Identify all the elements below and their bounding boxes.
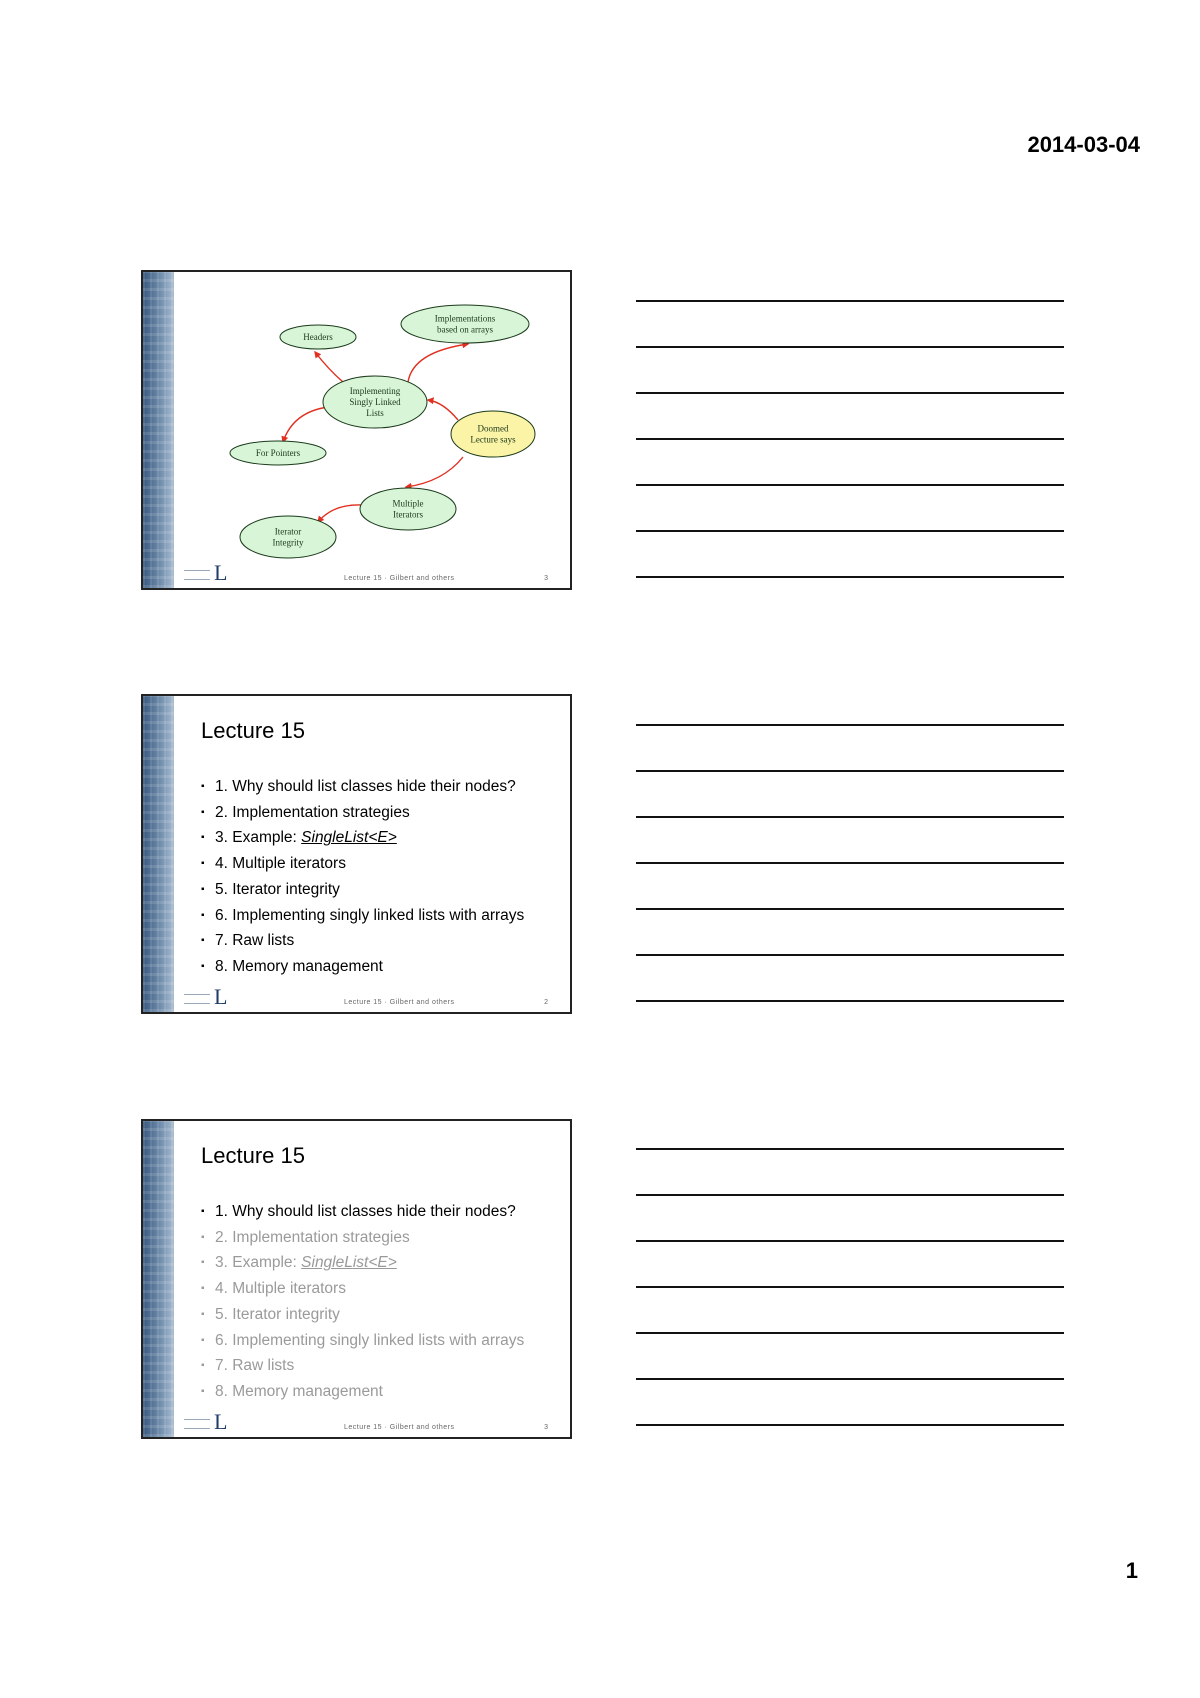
diagram-node-integrity [240,516,336,558]
note-line [636,484,1064,486]
diagram-node-label: Multiple [392,498,424,509]
page-date: 2014-03-04 [1027,132,1140,157]
diagram-nodes [230,305,535,558]
bullet-item-dimmed: ▪ 3. Example: SingleList<E> [201,1254,397,1272]
note-line [636,576,1064,578]
slide-1-thumbnail [141,270,572,590]
note-line [636,1332,1064,1334]
note-line [636,1378,1064,1380]
slide-number: 3 [544,1424,548,1431]
diagram-node-label: Singly Linked [349,397,401,407]
slide-footer-text: Lecture 15 · Gilbert and others [344,999,455,1006]
bullet-item: ▪ 4. Multiple iterators [201,855,346,873]
notes-lines-3 [636,1148,1064,1470]
notes-lines-2 [636,724,1064,1046]
diagram-node-label: For Pointers [255,448,301,458]
note-line [636,1194,1064,1196]
slide-footer [174,562,570,588]
slide-title: Lecture 15 [201,1143,305,1168]
diagram-node-headers [280,325,356,349]
university-logo-lines [184,994,210,1004]
bullet-item-dimmed: ▪ 6. Implementing singly linked lists with arrays [201,1331,525,1349]
bullet-item-active: ▪ 1. Why should list classes hide their nodes? [201,1203,516,1220]
bullet-item-dimmed: ▪ 5. Iterator integrity [201,1305,340,1323]
slide-side-band [143,696,174,1012]
note-line [636,1424,1064,1426]
diagram-node-label: Iterator [274,526,302,537]
note-line [636,438,1064,440]
concept-diagram [143,272,572,590]
university-logo-lines [184,570,210,580]
arrow-doomed-to-center [428,400,458,420]
diagram-node-label: Lists [366,408,384,418]
bullet-item: ▪ 5. Iterator integrity [201,880,340,898]
diagram-node-label: Integrity [272,537,304,548]
diagram-node-label: Implementing [349,386,401,396]
diagram-node-center [323,376,427,428]
bullet-list [201,774,524,980]
bullet-list [201,1199,524,1405]
note-line [636,862,1064,864]
arrow-multiple-to-integrity [318,505,361,522]
note-line [636,724,1064,726]
slide-title: Lecture 15 [201,718,305,743]
bullet-item-dimmed: ▪ 4. Multiple iterators [201,1280,346,1298]
bullet-item: ▪ 8. Memory management [201,957,383,975]
arrow-doomed-to-multiple [406,457,463,487]
bullet-item: ▪ 2. Implementation strategies [201,803,410,821]
bullet-item-dimmed: ▪ 7. Raw lists [201,1357,295,1375]
note-line [636,530,1064,532]
bullet-item: ▪ 1. Why should list classes hide their nodes? [201,778,516,795]
notes-lines-1 [636,300,1064,622]
note-line [636,1240,1064,1242]
bullet-item-dimmed: ▪ 2. Implementation strategies [201,1228,410,1246]
bullet-item: ▪ 3. Example: SingleList<E> [201,829,397,847]
bullet-item-dimmed: ▪ 8. Memory management [201,1382,383,1400]
diagram-node-label: Implementations [434,313,496,324]
diagram-node-multiple [360,488,456,530]
note-line [636,954,1064,956]
code-reference: SingleList<E> [301,829,397,847]
arrow-center-to-arrays [408,344,468,382]
bullet-item: ▪ 7. Raw lists [201,932,295,950]
slide-footer [174,1411,570,1437]
bullet-item: ▪ 6. Implementing singly linked lists with arrays [201,906,525,924]
diagram-node-arrays [401,305,529,343]
page-number: 1 [1125,1558,1138,1583]
note-line [636,908,1064,910]
note-line [636,816,1064,818]
slide-footer-text: Lecture 15 · Gilbert and others [344,575,455,582]
note-line [636,300,1064,302]
slide-number: 2 [544,999,548,1006]
note-line [636,1148,1064,1150]
university-logo-icon: L [214,984,228,1009]
slide-number: 3 [544,575,548,582]
note-line [636,392,1064,394]
slide-3-thumbnail [141,1119,572,1439]
arrow-center-to-headers [315,352,343,382]
university-logo-lines [184,1419,210,1429]
diagram-node-label: Iterators [393,509,423,520]
diagram-node-pointers [230,441,326,465]
note-line [636,770,1064,772]
slide-footer [174,986,570,1012]
note-line [636,1286,1064,1288]
diagram-node-label: based on arrays [437,324,493,335]
diagram-node-label: Headers [303,332,333,342]
slide-footer-text: Lecture 15 · Gilbert and others [344,1424,455,1431]
slide-side-band [143,1121,174,1437]
note-line [636,346,1064,348]
note-line [636,1000,1064,1002]
university-logo-icon: L [214,560,228,585]
university-logo-icon: L [214,1409,228,1434]
diagram-node-label: Doomed [477,423,509,434]
diagram-node-doomed [451,411,535,457]
arrow-center-to-pointers [283,407,328,442]
slide-2-thumbnail [141,694,572,1014]
code-reference: SingleList<E> [301,1254,397,1272]
diagram-node-label: Lecture says [470,434,516,445]
